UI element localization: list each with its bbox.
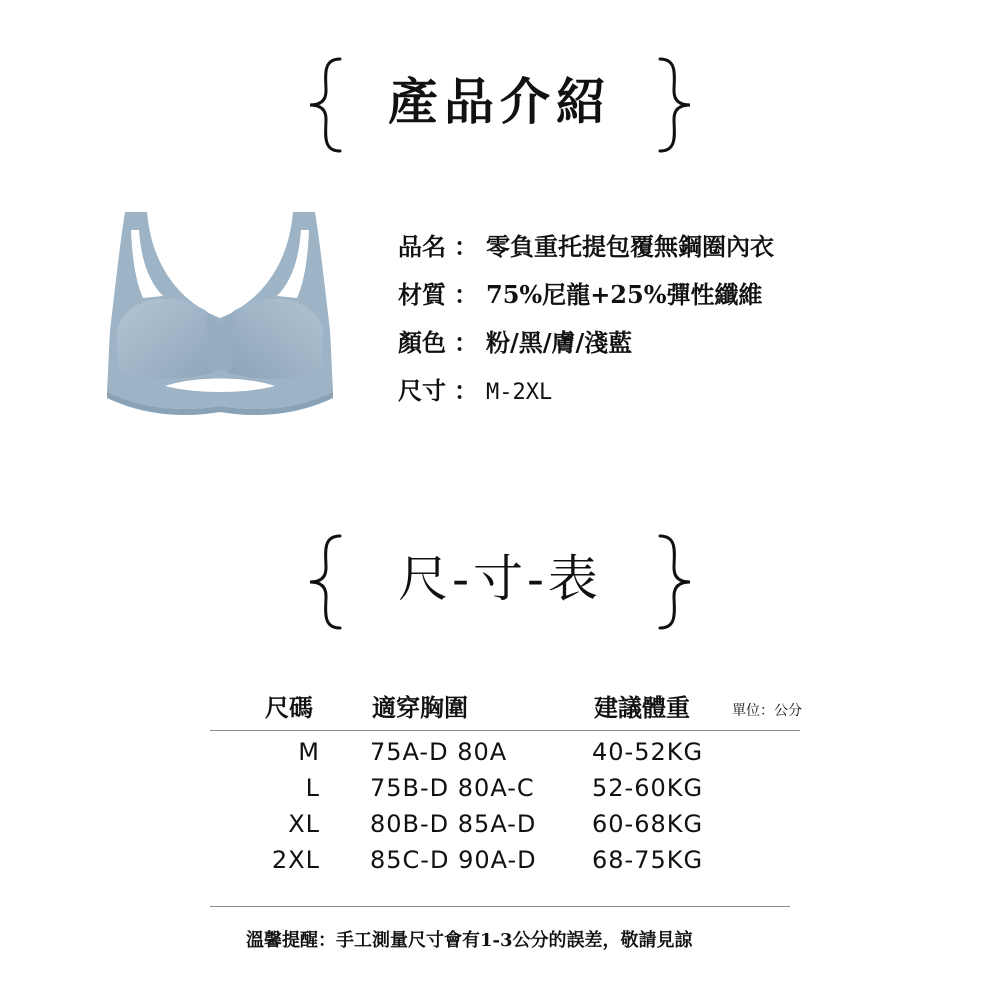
unit-note: 單位：公分 <box>732 703 802 719</box>
measurement-tip: 溫馨提醒：手工測量尺寸會有1-3公分的誤差，敬請見諒 <box>246 930 693 951</box>
cell-size: 2XL <box>271 846 320 874</box>
info-row-color <box>398 321 898 369</box>
cell-size: L <box>305 774 320 802</box>
product-intro-header <box>0 55 1000 165</box>
info-value: M-2XL <box>486 380 553 405</box>
info-label: 品名 <box>398 232 446 261</box>
cell-weight: 52-60KG <box>592 774 704 802</box>
info-value: 零負重托提包覆無鋼圈內衣 <box>486 232 774 261</box>
info-separator: ： <box>454 232 478 261</box>
info-value: 75%尼龍+25%彈性纖維 <box>486 280 763 309</box>
header-weight: 建議體重 <box>594 693 690 722</box>
table-row <box>210 774 800 810</box>
right-brace-icon <box>650 55 700 155</box>
info-label: 材質 <box>398 280 446 309</box>
footer-divider <box>210 906 790 907</box>
info-separator: ： <box>454 280 478 309</box>
header-bust: 適穿胸圍 <box>372 693 468 722</box>
info-separator: ： <box>454 376 478 405</box>
product-info-list <box>398 225 898 417</box>
info-row-material <box>398 273 898 321</box>
cell-weight: 60-68KG <box>592 810 704 838</box>
table-row <box>210 810 800 846</box>
table-row <box>210 846 800 882</box>
header-size: 尺碼 <box>265 693 313 722</box>
info-separator: ： <box>454 328 478 357</box>
cell-bust: 85C-D 90A-D <box>370 846 537 874</box>
right-brace-icon <box>650 532 700 632</box>
product-intro-title: 產品介紹 <box>388 72 612 131</box>
size-table <box>210 688 802 874</box>
cell-size: M <box>298 738 320 766</box>
size-chart-title: 尺-寸-表 <box>398 550 602 608</box>
cell-bust: 80B-D 85A-D <box>370 810 537 838</box>
table-header-row <box>210 688 800 728</box>
cell-bust: 75B-D 80A-C <box>370 774 535 802</box>
table-header-divider <box>210 730 800 731</box>
cell-bust: 75A-D 80A <box>370 738 508 766</box>
table-row <box>210 738 800 774</box>
size-chart-header <box>0 532 1000 642</box>
cell-size: XL <box>288 810 320 838</box>
info-row-size <box>398 369 898 417</box>
cell-weight: 68-75KG <box>592 846 704 874</box>
info-value: 粉/黑/膚/淺藍 <box>486 328 633 357</box>
info-label: 顏色 <box>398 328 446 357</box>
product-bra-image <box>95 200 345 420</box>
info-label: 尺寸 <box>398 376 446 405</box>
info-row-name <box>398 225 898 273</box>
cell-weight: 40-52KG <box>592 738 704 766</box>
